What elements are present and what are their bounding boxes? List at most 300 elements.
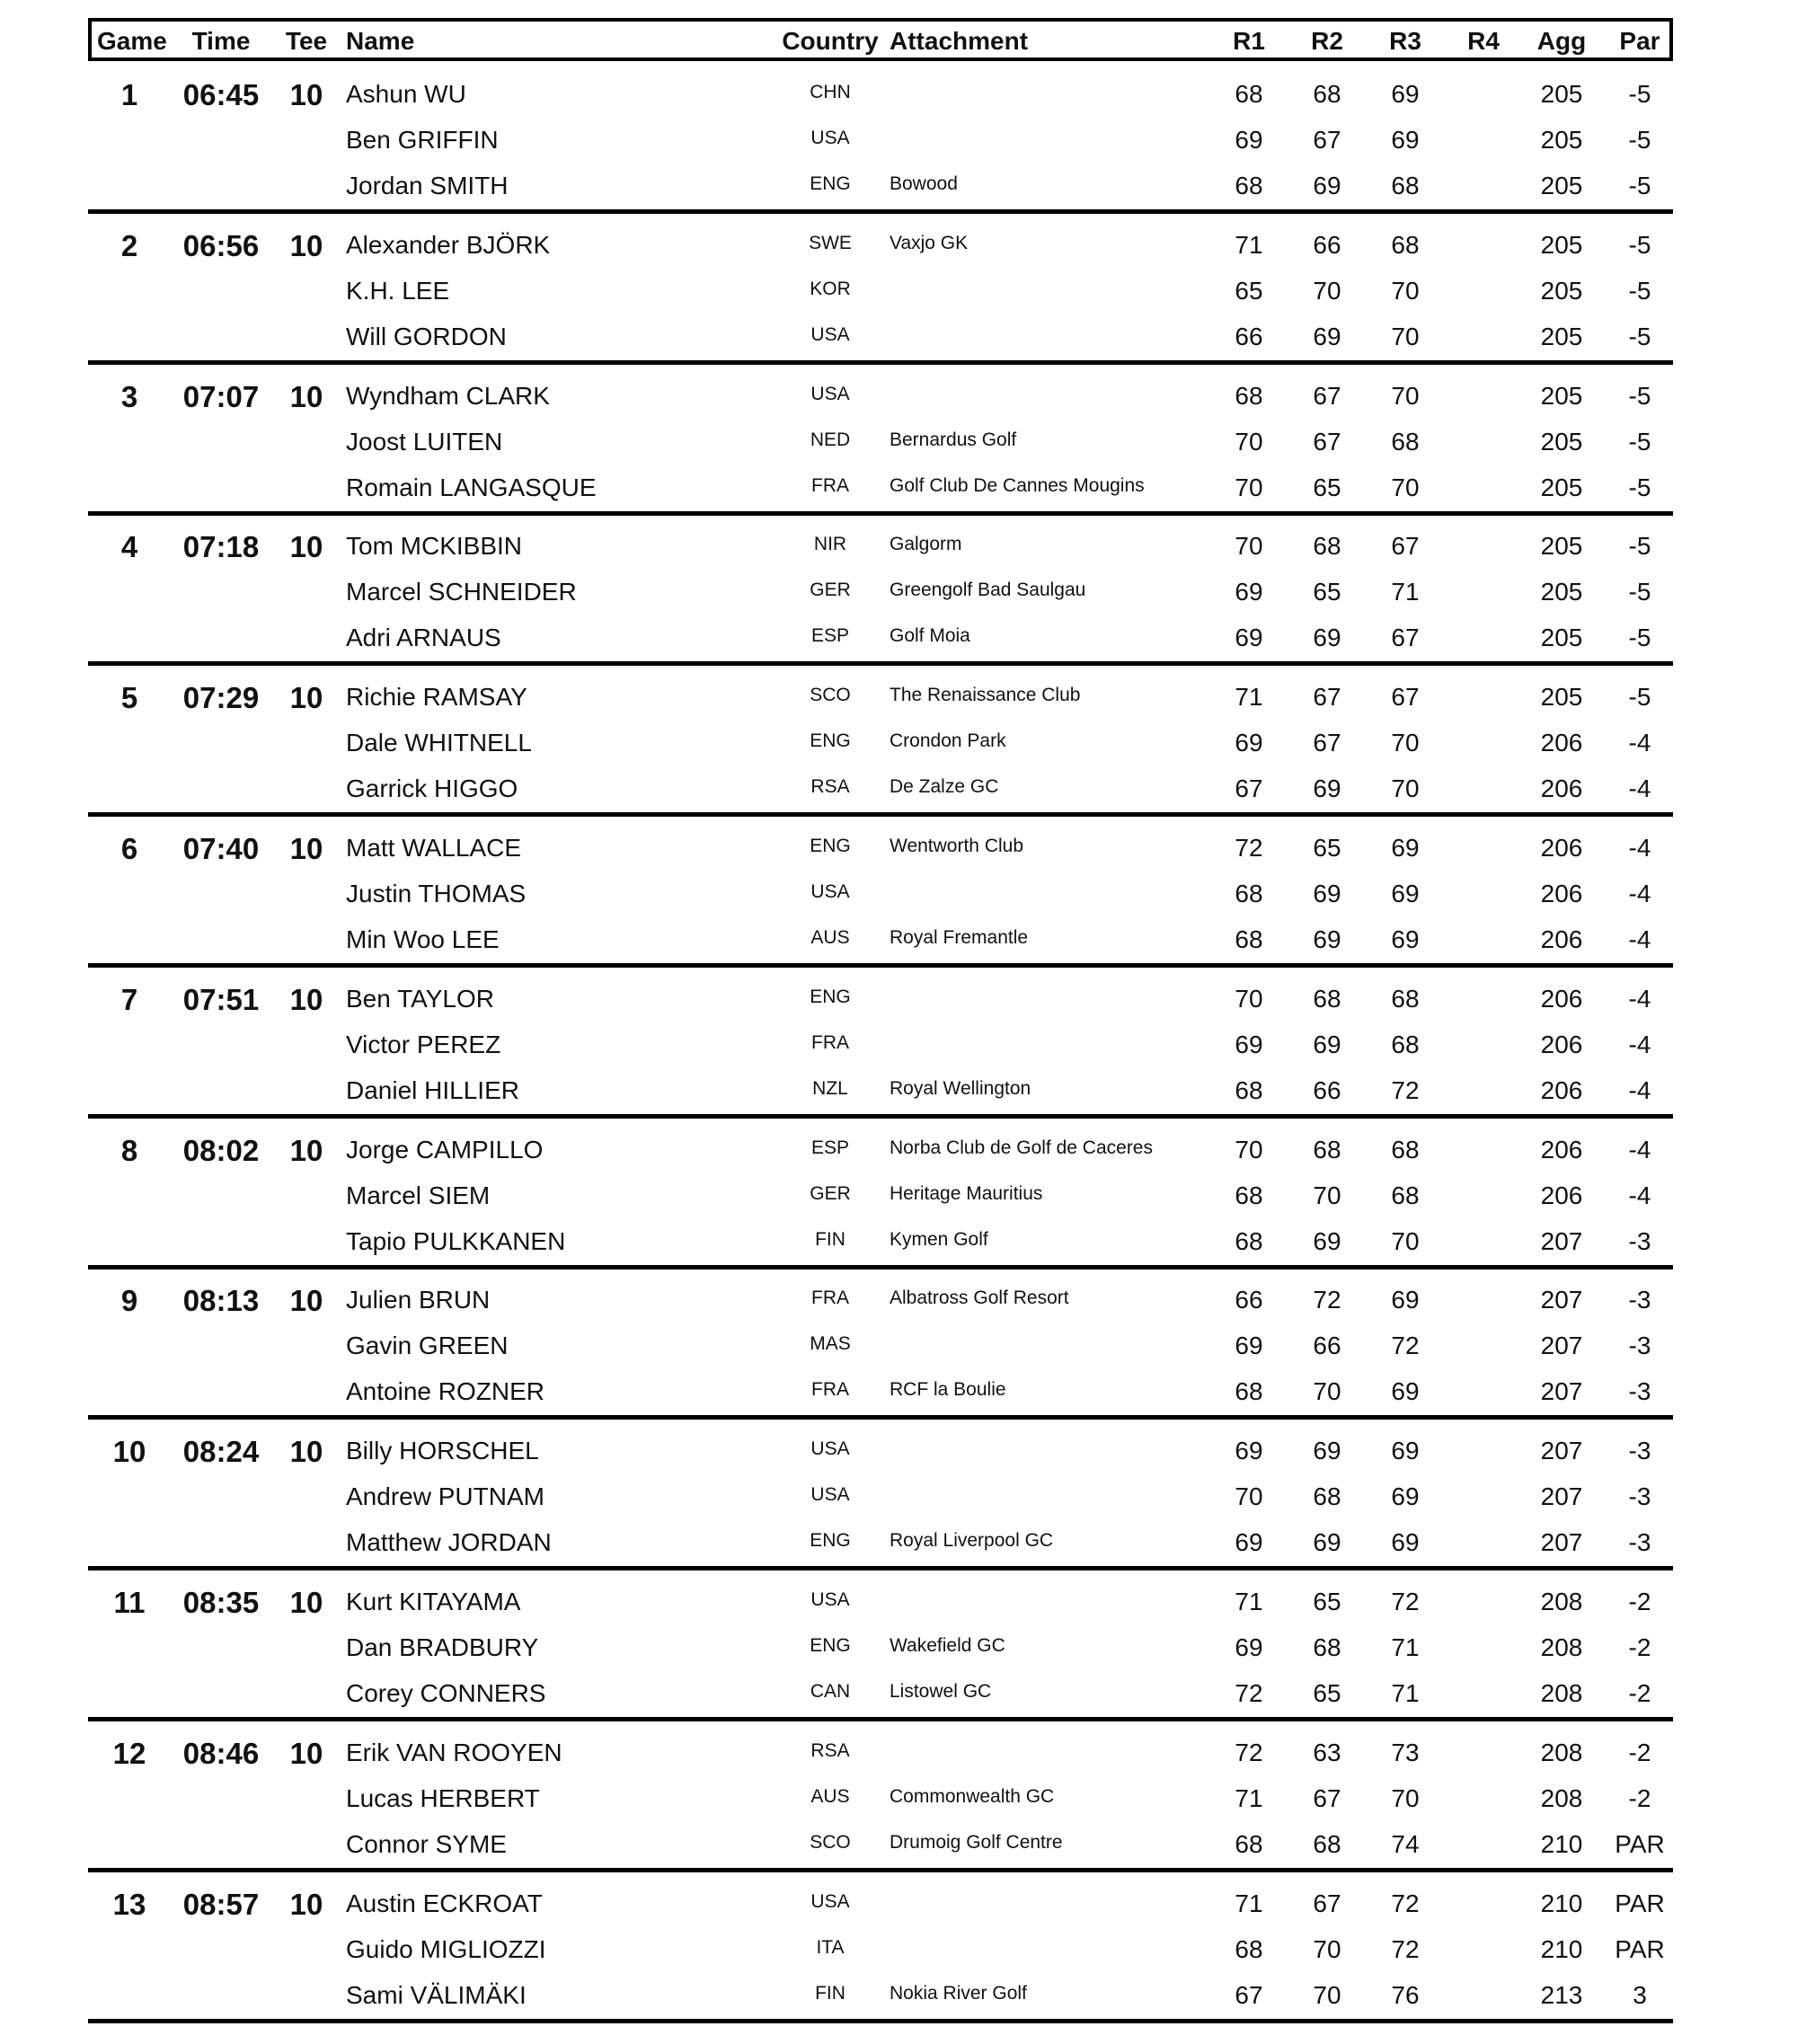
aggregate-score: 206: [1540, 925, 1583, 953]
to-par-score: -5: [1628, 382, 1651, 410]
player-name: Alexander BJÖRK: [346, 231, 551, 259]
group-separator: [88, 812, 1673, 817]
round-2-score: 68: [1313, 80, 1341, 108]
aggregate-score: 213: [1540, 1981, 1583, 2009]
round-3-score: 69: [1391, 880, 1420, 907]
header-country: Country: [782, 27, 879, 55]
round-3-score: 70: [1391, 1784, 1420, 1812]
group-separator: [88, 1868, 1673, 1872]
header-r1: R1: [1233, 27, 1265, 55]
to-par-score: -4: [1628, 1136, 1651, 1164]
player-country: ENG: [810, 1530, 851, 1551]
aggregate-score: 205: [1540, 231, 1583, 259]
to-par-score: -5: [1628, 172, 1651, 199]
player-name: Tom MCKIBBIN: [346, 532, 523, 560]
round-3-score: 72: [1391, 1332, 1420, 1359]
to-par-score: -5: [1628, 80, 1651, 108]
player-name: Austin ECKROAT: [346, 1889, 543, 1917]
player-name: Marcel SCHNEIDER: [346, 578, 577, 606]
player-attachment: Heritage Mauritius: [890, 1183, 1043, 1204]
group-game-number: 8: [120, 1134, 138, 1167]
player-name: K.H. LEE: [346, 277, 450, 305]
round-2-score: 67: [1313, 382, 1341, 410]
to-par-score: -4: [1628, 1031, 1651, 1058]
player-country: SCO: [810, 685, 851, 705]
player-country: FRA: [811, 1379, 849, 1400]
round-3-score: 70: [1391, 729, 1420, 757]
round-1-score: 68: [1235, 880, 1263, 907]
aggregate-score: 206: [1540, 1181, 1583, 1209]
player-name: Julien BRUN: [346, 1286, 491, 1314]
round-3-score: 70: [1391, 774, 1420, 802]
player-country: CAN: [810, 1681, 851, 1702]
player-country: AUS: [810, 1786, 850, 1807]
group-game-number: 11: [113, 1586, 146, 1619]
player-attachment: Golf Club De Cannes Mougins: [890, 475, 1145, 496]
aggregate-score: 210: [1540, 1830, 1583, 1858]
to-par-score: -5: [1628, 578, 1651, 606]
to-par-score: -4: [1628, 834, 1651, 862]
aggregate-score: 205: [1540, 532, 1583, 560]
player-country: AUS: [810, 927, 850, 948]
round-2-score: 67: [1313, 683, 1341, 711]
round-1-score: 69: [1235, 1437, 1263, 1464]
round-1-score: 69: [1235, 1031, 1263, 1058]
player-country: MAS: [810, 1333, 851, 1354]
group-tee: 10: [289, 78, 323, 111]
round-2-score: 69: [1313, 172, 1341, 199]
round-3-score: 72: [1391, 1588, 1420, 1615]
round-2-score: 65: [1313, 473, 1341, 501]
to-par-score: -4: [1628, 1181, 1651, 1209]
round-1-score: 67: [1235, 1981, 1263, 2009]
aggregate-score: 206: [1540, 1136, 1583, 1164]
round-2-score: 72: [1313, 1286, 1341, 1314]
group-separator: [88, 1717, 1673, 1721]
player-country: RSA: [810, 1740, 850, 1761]
player-name: Ben TAYLOR: [346, 985, 494, 1013]
header-r2: R2: [1311, 27, 1343, 55]
aggregate-score: 208: [1540, 1784, 1583, 1812]
round-3-score: 68: [1391, 428, 1420, 456]
round-1-score: 68: [1235, 925, 1263, 953]
aggregate-score: 205: [1540, 473, 1583, 501]
round-3-score: 69: [1391, 1286, 1420, 1314]
to-par-score: -3: [1628, 1437, 1651, 1464]
round-1-score: 68: [1235, 382, 1263, 410]
aggregate-score: 206: [1540, 729, 1583, 757]
round-3-score: 69: [1391, 925, 1420, 953]
player-country: ENG: [810, 836, 851, 856]
player-name: Marcel SIEM: [346, 1181, 491, 1209]
round-2-score: 68: [1313, 1633, 1341, 1661]
player-name: Ashun WU: [346, 80, 466, 108]
player-country: NED: [810, 429, 851, 450]
round-3-score: 69: [1391, 1528, 1420, 1556]
round-2-score: 68: [1313, 1830, 1341, 1858]
player-country: ENG: [810, 987, 851, 1007]
round-3-score: 69: [1391, 126, 1420, 154]
to-par-score: -4: [1628, 985, 1651, 1013]
round-3-score: 72: [1391, 1076, 1420, 1104]
player-country: FIN: [815, 1229, 845, 1250]
group-game-number: 5: [120, 681, 138, 714]
player-name: Justin THOMAS: [346, 880, 527, 907]
group-tee: 10: [289, 1737, 323, 1770]
round-2-score: 70: [1313, 1935, 1341, 1963]
header-r3: R3: [1389, 27, 1421, 55]
round-2-score: 70: [1313, 1181, 1341, 1209]
player-name: Wyndham CLARK: [346, 382, 550, 410]
round-3-score: 69: [1391, 80, 1420, 108]
round-2-score: 67: [1313, 1889, 1341, 1917]
group-tee-time: 08:13: [182, 1284, 260, 1317]
player-country: ENG: [810, 173, 851, 194]
round-3-score: 73: [1391, 1739, 1420, 1766]
round-2-score: 70: [1313, 1981, 1341, 2009]
round-2-score: 69: [1313, 925, 1341, 953]
round-3-score: 68: [1391, 1136, 1420, 1164]
to-par-score: PAR: [1615, 1889, 1665, 1917]
header-game: Game: [97, 27, 167, 55]
group-separator: [88, 661, 1673, 666]
aggregate-score: 208: [1540, 1739, 1583, 1766]
round-1-score: 71: [1235, 683, 1263, 711]
player-country: USA: [810, 1438, 850, 1459]
round-2-score: 65: [1313, 834, 1341, 862]
round-1-score: 70: [1235, 1482, 1263, 1510]
group-tee-time: 07:07: [182, 380, 260, 413]
to-par-score: -4: [1628, 880, 1651, 907]
to-par-score: -3: [1628, 1528, 1651, 1556]
aggregate-score: 208: [1540, 1588, 1583, 1615]
group-game-number: 1: [120, 78, 138, 111]
aggregate-score: 205: [1540, 277, 1583, 305]
to-par-score: -3: [1628, 1227, 1651, 1255]
player-name: Lucas HERBERT: [346, 1784, 540, 1812]
round-1-score: 70: [1235, 473, 1263, 501]
group-tee: 10: [289, 1586, 323, 1619]
group-game-number: 4: [120, 530, 138, 563]
to-par-score: -5: [1628, 277, 1651, 305]
player-attachment: Wentworth Club: [890, 836, 1024, 856]
aggregate-score: 205: [1540, 172, 1583, 199]
to-par-score: -3: [1628, 1332, 1651, 1359]
aggregate-score: 206: [1540, 834, 1583, 862]
player-name: Sami VÄLIMÄKI: [346, 1981, 527, 2009]
round-3-score: 71: [1391, 1633, 1420, 1661]
player-country: ESP: [810, 1137, 850, 1158]
round-1-score: 67: [1235, 774, 1263, 802]
group-tee: 10: [289, 1888, 323, 1921]
to-par-score: -2: [1628, 1588, 1651, 1615]
round-2-score: 69: [1313, 774, 1341, 802]
group-tee-time: 06:45: [182, 78, 260, 111]
group-game-number: 2: [120, 229, 138, 262]
round-1-score: 70: [1235, 1136, 1263, 1164]
to-par-score: -2: [1628, 1784, 1651, 1812]
player-country: USA: [810, 384, 850, 404]
group-tee: 10: [289, 832, 323, 865]
header-tee: Tee: [285, 27, 328, 55]
aggregate-score: 206: [1540, 1031, 1583, 1058]
player-attachment: Commonwealth GC: [890, 1786, 1055, 1807]
player-attachment: Albatross Golf Resort: [890, 1287, 1069, 1308]
player-attachment: Vaxjo GK: [890, 233, 969, 253]
to-par-score: -5: [1628, 532, 1651, 560]
round-1-score: 71: [1235, 231, 1263, 259]
player-name: Dan BRADBURY: [346, 1633, 539, 1661]
round-3-score: 69: [1391, 1377, 1420, 1405]
aggregate-score: 205: [1540, 323, 1583, 350]
to-par-score: -4: [1628, 774, 1651, 802]
group-game-number: 12: [112, 1737, 146, 1770]
player-country: USA: [810, 324, 850, 345]
round-2-score: 69: [1313, 624, 1341, 651]
aggregate-score: 206: [1540, 880, 1583, 907]
player-name: Tapio PULKKANEN: [346, 1227, 566, 1255]
round-3-score: 67: [1391, 683, 1420, 711]
player-name: Gavin GREEN: [346, 1332, 509, 1359]
player-name: Billy HORSCHEL: [346, 1437, 539, 1464]
player-country: GER: [810, 580, 851, 600]
player-attachment: RCF la Boulie: [890, 1379, 1006, 1400]
round-1-score: 68: [1235, 172, 1263, 199]
round-3-score: 76: [1391, 1981, 1420, 2009]
round-2-score: 65: [1313, 578, 1341, 606]
group-separator: [88, 1265, 1673, 1270]
group-separator: [88, 963, 1673, 968]
round-1-score: 66: [1235, 323, 1263, 350]
round-2-score: 68: [1313, 1482, 1341, 1510]
round-2-score: 69: [1313, 1227, 1341, 1255]
round-1-score: 71: [1235, 1588, 1263, 1615]
player-country: FRA: [811, 1287, 849, 1308]
to-par-score: -3: [1628, 1286, 1651, 1314]
to-par-score: -5: [1628, 473, 1651, 501]
round-1-score: 71: [1235, 1784, 1263, 1812]
round-2-score: 69: [1313, 1528, 1341, 1556]
group-game-number: 6: [120, 832, 138, 865]
player-attachment: Galgorm: [890, 534, 962, 554]
group-tee-time: 07:29: [182, 681, 260, 714]
round-1-score: 69: [1235, 624, 1263, 651]
to-par-score: -2: [1628, 1739, 1651, 1766]
round-2-score: 67: [1313, 428, 1341, 456]
group-game-number: 3: [120, 380, 138, 413]
aggregate-score: 207: [1540, 1286, 1583, 1314]
player-name: Dale WHITNELL: [346, 729, 532, 757]
player-country: USA: [810, 1589, 850, 1610]
round-3-score: 68: [1391, 1031, 1420, 1058]
group-tee: 10: [289, 229, 323, 262]
to-par-score: -5: [1628, 624, 1651, 651]
round-2-score: 69: [1313, 1437, 1341, 1464]
player-name: Matthew JORDAN: [346, 1528, 552, 1556]
aggregate-score: 206: [1540, 985, 1583, 1013]
group-game-number: 7: [120, 983, 138, 1016]
player-name: Connor SYME: [346, 1830, 507, 1858]
aggregate-score: 207: [1540, 1332, 1583, 1359]
round-3-score: 67: [1391, 624, 1420, 651]
round-1-score: 70: [1235, 985, 1263, 1013]
player-name: Kurt KITAYAMA: [346, 1588, 521, 1615]
round-1-score: 68: [1235, 1830, 1263, 1858]
player-name: Garrick HIGGO: [346, 774, 518, 802]
to-par-score: PAR: [1615, 1935, 1665, 1963]
round-2-score: 69: [1313, 1031, 1341, 1058]
round-2-score: 67: [1313, 729, 1341, 757]
group-tee-time: 07:40: [182, 832, 260, 865]
aggregate-score: 205: [1540, 80, 1583, 108]
player-name: Andrew PUTNAM: [346, 1482, 544, 1510]
player-name: Antoine ROZNER: [346, 1377, 544, 1405]
round-2-score: 65: [1313, 1588, 1341, 1615]
player-name: Victor PEREZ: [346, 1031, 501, 1058]
round-1-score: 69: [1235, 126, 1263, 154]
aggregate-score: 205: [1540, 126, 1583, 154]
player-country: ENG: [810, 730, 851, 751]
round-2-score: 69: [1313, 880, 1341, 907]
player-name: Jordan SMITH: [346, 172, 509, 199]
round-2-score: 67: [1313, 126, 1341, 154]
round-3-score: 71: [1391, 1679, 1420, 1707]
round-3-score: 68: [1391, 231, 1420, 259]
aggregate-score: 210: [1540, 1935, 1583, 1963]
aggregate-score: 207: [1540, 1437, 1583, 1464]
round-3-score: 68: [1391, 172, 1420, 199]
round-3-score: 69: [1391, 834, 1420, 862]
player-country: FIN: [815, 1983, 845, 2004]
player-country: GER: [810, 1183, 851, 1204]
group-tee: 10: [289, 681, 323, 714]
to-par-score: -2: [1628, 1633, 1651, 1661]
player-attachment: Listowel GC: [890, 1681, 992, 1702]
player-attachment: Wakefield GC: [890, 1635, 1005, 1656]
player-name: Daniel HILLIER: [346, 1076, 519, 1104]
group-tee-time: 08:02: [182, 1134, 260, 1167]
round-1-score: 72: [1235, 1739, 1263, 1766]
player-attachment: Royal Fremantle: [890, 927, 1029, 948]
player-attachment: Crondon Park: [890, 730, 1006, 751]
aggregate-score: 205: [1540, 624, 1583, 651]
round-3-score: 69: [1391, 1437, 1420, 1464]
round-3-score: 67: [1391, 532, 1420, 560]
round-1-score: 68: [1235, 1935, 1263, 1963]
group-tee-time: 08:35: [182, 1586, 260, 1619]
group-separator: [88, 360, 1673, 365]
group-tee: 10: [289, 530, 323, 563]
aggregate-score: 206: [1540, 1076, 1583, 1104]
player-attachment: Bowood: [890, 173, 958, 194]
group-separator: [88, 1566, 1673, 1571]
header-attachment: Attachment: [890, 27, 1029, 55]
round-1-score: 69: [1235, 1332, 1263, 1359]
round-1-score: 70: [1235, 428, 1263, 456]
aggregate-score: 207: [1540, 1528, 1583, 1556]
player-country: ESP: [810, 625, 850, 646]
player-name: Guido MIGLIOZZI: [346, 1935, 546, 1963]
to-par-score: -5: [1628, 428, 1651, 456]
player-country: SWE: [809, 233, 852, 253]
round-1-score: 72: [1235, 1679, 1263, 1707]
header-name: Name: [346, 27, 415, 55]
to-par-score: -5: [1628, 683, 1651, 711]
round-1-score: 69: [1235, 729, 1263, 757]
round-1-score: 69: [1235, 578, 1263, 606]
player-country: USA: [810, 1891, 850, 1912]
round-1-score: 70: [1235, 532, 1263, 560]
group-game-number: 9: [120, 1284, 138, 1317]
player-attachment: Royal Wellington: [890, 1078, 1031, 1099]
round-2-score: 66: [1313, 1332, 1341, 1359]
player-country: RSA: [810, 776, 850, 797]
player-name: Matt WALLACE: [346, 834, 522, 862]
group-tee: 10: [289, 1284, 323, 1317]
group-separator: [88, 1114, 1673, 1119]
header-time: Time: [191, 27, 251, 55]
aggregate-score: 206: [1540, 774, 1583, 802]
round-3-score: 72: [1391, 1935, 1420, 1963]
round-3-score: 70: [1391, 473, 1420, 501]
player-name: Jorge CAMPILLO: [346, 1136, 544, 1164]
aggregate-score: 208: [1540, 1679, 1583, 1707]
player-name: Ben GRIFFIN: [346, 126, 499, 154]
player-attachment: Norba Club de Golf de Caceres: [890, 1137, 1153, 1158]
round-3-score: 72: [1391, 1889, 1420, 1917]
player-attachment: Golf Moia: [890, 625, 970, 646]
group-tee: 10: [289, 380, 323, 413]
to-par-score: -3: [1628, 1482, 1651, 1510]
player-attachment: Kymen Golf: [890, 1229, 988, 1250]
to-par-score: -5: [1628, 231, 1651, 259]
player-name: Romain LANGASQUE: [346, 473, 597, 501]
to-par-score: -5: [1628, 323, 1651, 350]
player-attachment: Royal Liverpool GC: [890, 1530, 1054, 1551]
player-name: Erik VAN ROOYEN: [346, 1739, 562, 1766]
round-2-score: 63: [1313, 1739, 1341, 1766]
aggregate-score: 205: [1540, 578, 1583, 606]
aggregate-score: 210: [1540, 1889, 1583, 1917]
to-par-score: -4: [1628, 729, 1651, 757]
round-2-score: 66: [1313, 231, 1341, 259]
player-country: FRA: [811, 1032, 849, 1053]
player-attachment: De Zalze GC: [890, 776, 999, 797]
to-par-score: 3: [1633, 1981, 1647, 2009]
round-1-score: 69: [1235, 1528, 1263, 1556]
group-separator: [88, 2019, 1673, 2023]
player-country: USA: [810, 128, 850, 148]
round-3-score: 71: [1391, 578, 1420, 606]
player-name: Will GORDON: [346, 323, 507, 350]
group-game-number: 10: [112, 1435, 146, 1468]
round-3-score: 70: [1391, 277, 1420, 305]
player-country: SCO: [810, 1832, 851, 1853]
round-2-score: 70: [1313, 277, 1341, 305]
round-3-score: 74: [1391, 1830, 1420, 1858]
round-1-score: 65: [1235, 277, 1263, 305]
group-separator: [88, 209, 1673, 214]
round-1-score: 68: [1235, 1377, 1263, 1405]
to-par-score: PAR: [1615, 1830, 1665, 1858]
round-2-score: 69: [1313, 323, 1341, 350]
round-3-score: 69: [1391, 1482, 1420, 1510]
header-r4: R4: [1467, 27, 1500, 55]
player-attachment: Bernardus Golf: [890, 429, 1017, 450]
round-1-score: 72: [1235, 834, 1263, 862]
round-2-score: 68: [1313, 532, 1341, 560]
player-country: KOR: [810, 279, 851, 299]
